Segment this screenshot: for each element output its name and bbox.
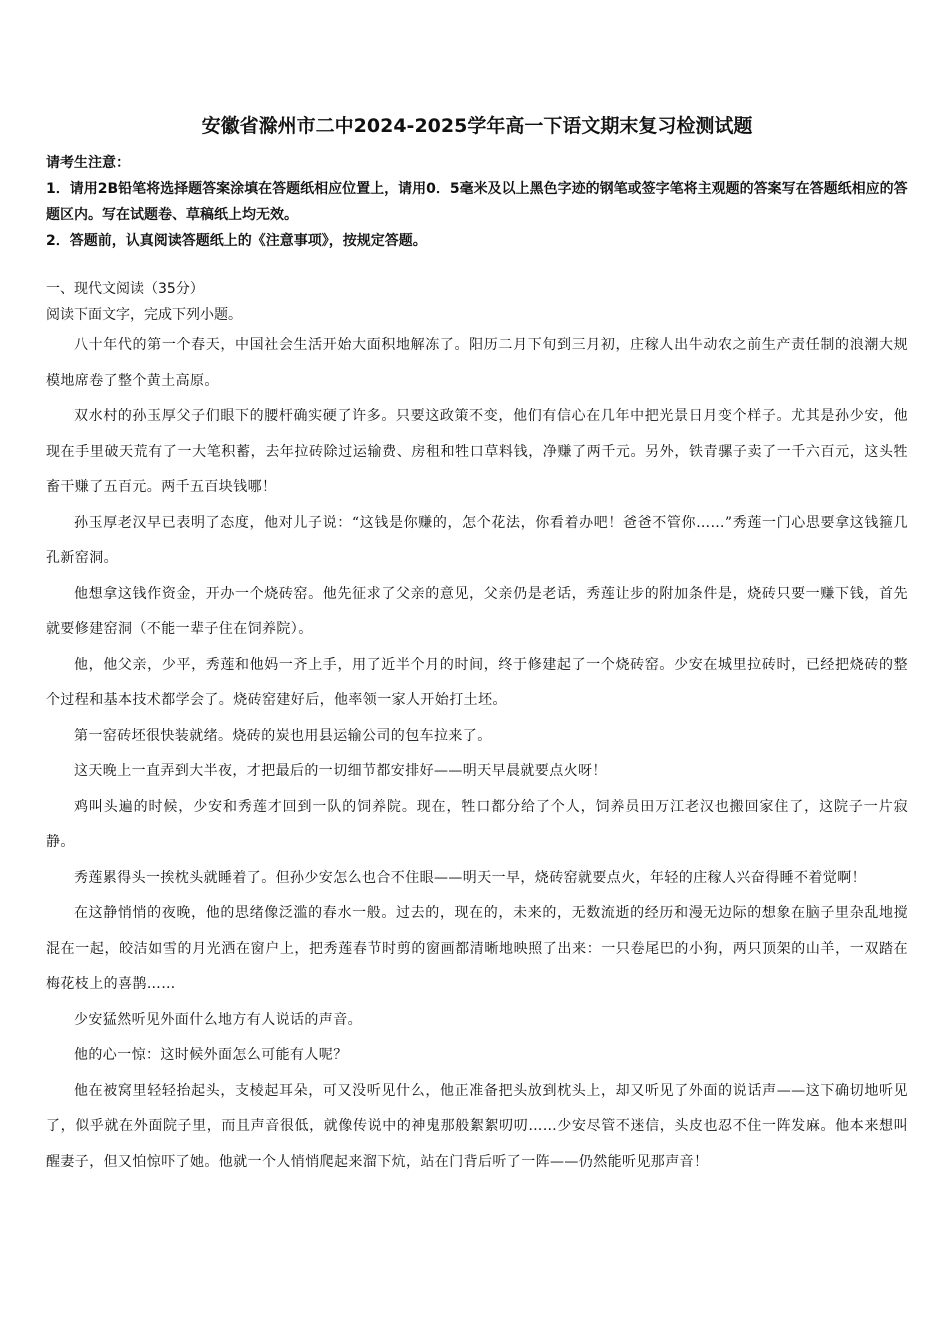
passage-paragraph: 少安猛然听见外面什么地方有人说话的声音。 [74,1011,362,1028]
section-instruction: 阅读下面文字，完成下列小题。 [46,307,242,323]
exam-notice [46,150,908,254]
passage-paragraph: 这天晚上一直弄到大半夜，才把最后的一切细节都安排好——明天早晨就要点火呀！ [74,763,607,779]
reading-passage [46,328,908,1180]
notice-heading: 请考生注意： [46,155,130,171]
passage-paragraph: 第一窑砖坯很快装就绪。烧砖的炭也用县运输公司的包车拉来了。 [74,727,492,744]
passage-paragraph: 他的心一惊：这时候外面怎么可能有人呢？ [74,1047,348,1063]
passage-paragraph: 孙玉厚老汉早已表明了态度，他对儿子说：“这钱是你赚的，怎个花法，你看着办吧！爸爸不管你……”秀莲一门心思要拿这钱箍几孔新窑洞。 [46,514,908,566]
passage-paragraph: 秀莲累得头一挨枕头就睡着了。但孙少安怎么也合不住眼——明天一早，烧砖窑就要点火，年轻的庄稼人兴奋得睡不着觉啊！ [74,869,866,886]
passage-paragraph: 他想拿这钱作资金，开办一个烧砖窑。他先征求了父亲的意见，父亲仍是老话，秀莲让步的附加条件是，烧砖只要一赚下钱，首先就要修建窑洞（不能一辈子住在饲养院）。 [46,585,908,637]
passage-paragraph: 八十年代的第一个春天，中国社会生活开始大面积地解冻了。阳历二月下旬到三月初，庄稼人出牛动农之前生产责任制的浪潮大规模地席卷了整个黄土高原。 [46,337,908,389]
section-heading: 一、现代文阅读（35分） [46,281,204,297]
page-title: 安徽省滁州市二中2024-2025学年高一下语文期末复习检测试题 [201,115,753,137]
document-page [46,112,908,1180]
passage-paragraph: 他，他父亲，少平，秀莲和他妈一齐上手，用了近半个月的时间，终于修建起了一个烧砖窑。少安在城里拉砖时，已经把烧砖的整个过程和基本技术都学会了。烧砖窑建好后，他率领一家人开始打土坯。 [46,656,908,708]
notice-item: 1．请用2B铅笔将选择题答案涂填在答题纸相应位置上，请用0．5毫米及以上黑色字迹的钢笔或签字笔将主观题的答案写在答题纸相应的答题区内。写在试题卷、草稿纸上均无效。 [46,181,908,223]
passage-paragraph: 双水村的孙玉厚父子们眼下的腰杆确实硬了许多。只要这政策不变，他们有信心在几年中把光景日月变个样子。尤其是孙少安，他现在手里破天荒有了一大笔积蓄，去年拉砖除过运输费、房租和牲口草料钱，净赚了两千元。另外，铁青骡子卖了一千六百元，这头牲畜干赚了五百元。两千五百块钱哪！ [46,408,908,495]
passage-paragraph: 他在被窝里轻轻抬起头，支棱起耳朵，可又没听见什么，他正准备把头放到枕头上，却又听见了外面的说话声——这下确切地听见了，似乎就在外面院子里，而且声音很低，就像传说中的神鬼那般絮絮叨叨……少安尽管不迷信，头皮也忍不住一阵发麻。他本来想叫醒妻子，但又怕惊吓了她。他就一个人悄悄爬起来溜下炕，站在门背后听了一阵——仍然能听见那声音！ [46,1082,908,1170]
passage-paragraph: 鸡叫头遍的时候，少安和秀莲才回到一队的饲养院。现在，牲口都分给了个人，饲养员田万江老汉也搬回家住了，这院子一片寂静。 [46,798,908,850]
passage-paragraph: 在这静悄悄的夜晚，他的思绪像泛滥的春水一般。过去的，现在的，未来的，无数流逝的经历和漫无边际的想象在脑子里杂乱地搅混在一起，皎洁如雪的月光洒在窗户上，把秀莲春节时剪的窗画都清晰地映照了出来：一只卷尾巴的小狗，两只顶架的山羊，一双踏在梅花枝上的喜鹊…… [46,905,908,992]
notice-item: 2．答题前，认真阅读答题纸上的《注意事项》，按规定答题。 [46,233,427,249]
